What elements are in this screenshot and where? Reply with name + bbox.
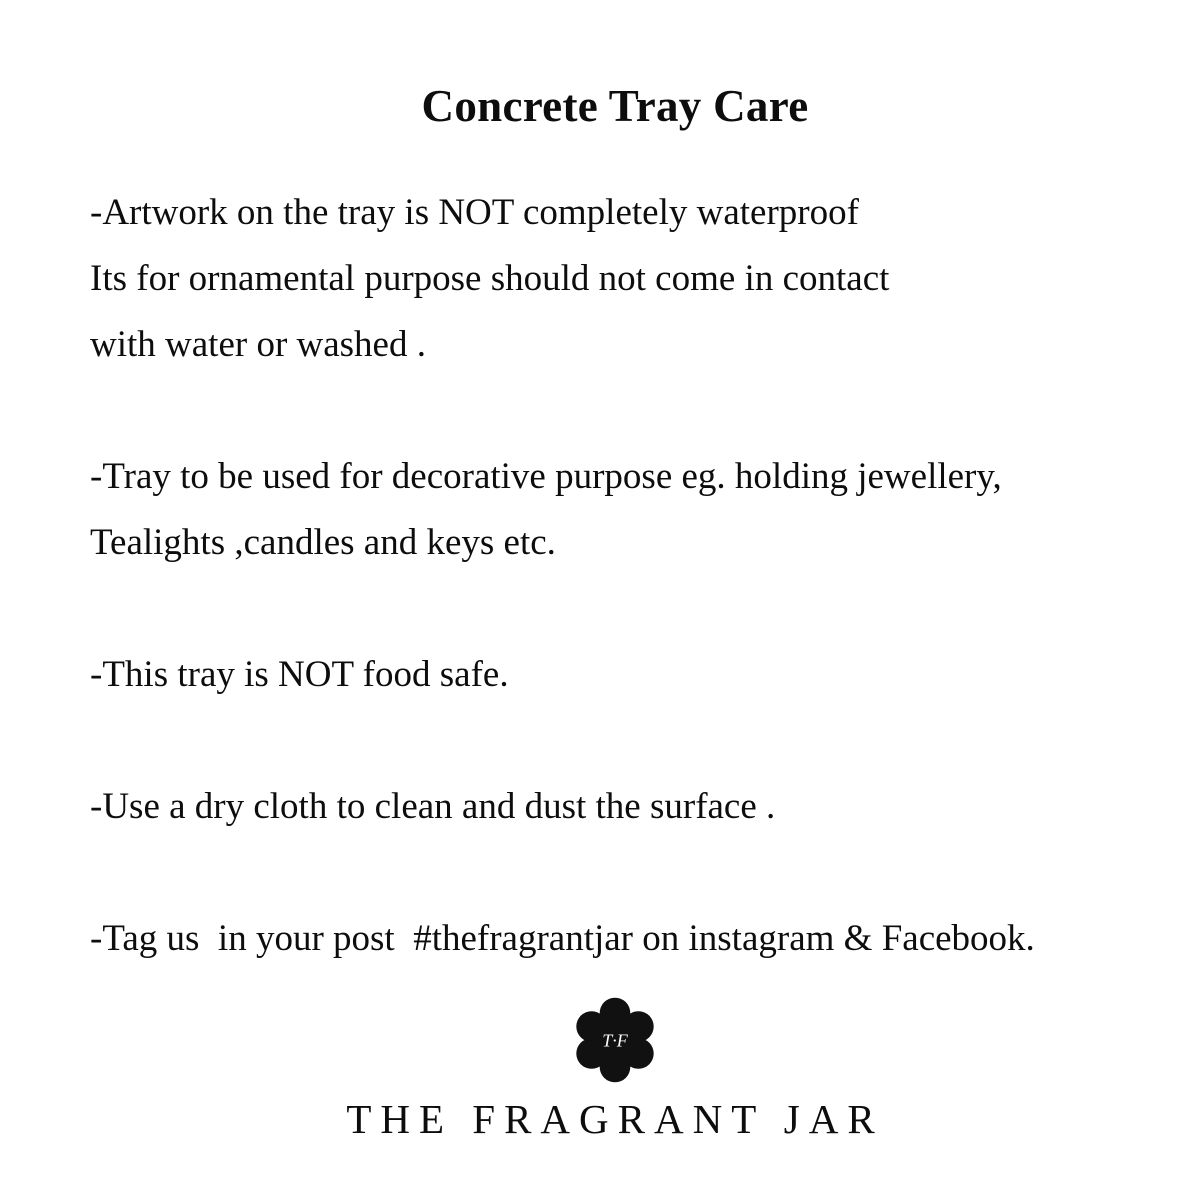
instruction-line: -Tray to be used for decorative purpose eg. holding jewellery,	[90, 456, 1002, 497]
paragraph-waterproof	[90, 180, 1190, 378]
care-instructions	[90, 180, 1190, 972]
page-title: Concrete Tray Care	[421, 81, 809, 131]
paragraph-social	[90, 906, 1190, 972]
paragraph-cleaning	[90, 774, 1190, 840]
logo-monogram: T·F	[602, 1030, 628, 1051]
instruction-line: -Use a dry cloth to clean and dust the surface .	[90, 786, 776, 827]
flower-emblem-icon	[570, 995, 660, 1085]
instruction-line: Tealights ,candles and keys etc.	[90, 522, 556, 563]
brand-name: THE FRAGRANT JAR	[346, 1096, 884, 1142]
brand-logo	[0, 995, 1200, 1147]
paragraph-food-safety	[90, 642, 1190, 708]
instruction-line: -This tray is NOT food safe.	[90, 654, 509, 695]
instruction-line: Its for ornamental purpose should not come in contact	[90, 258, 890, 299]
instruction-line: with water or washed .	[90, 324, 426, 365]
paragraph-spacer	[90, 576, 1190, 642]
paragraph-usage	[90, 444, 1190, 576]
paragraph-spacer	[90, 708, 1190, 774]
instruction-line: -Tag us in your post #thefragrantjar on instagram & Facebook.	[90, 918, 1035, 959]
paragraph-spacer	[90, 840, 1190, 906]
instruction-line: -Artwork on the tray is NOT completely waterproof	[90, 192, 859, 233]
paragraph-spacer	[90, 378, 1190, 444]
